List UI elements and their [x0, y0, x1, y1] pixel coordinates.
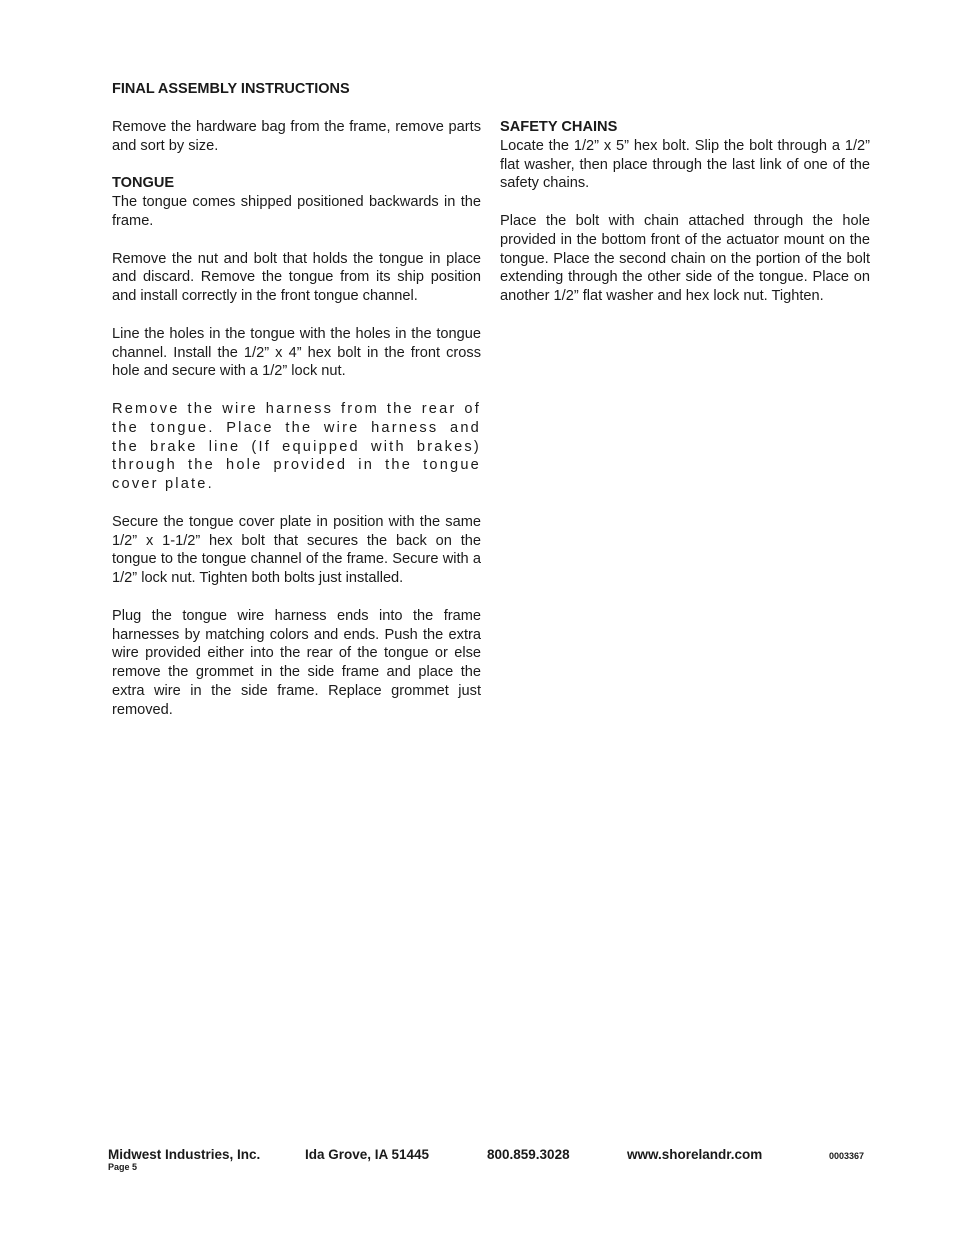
footer-phone: 800.859.3028 [487, 1147, 570, 1162]
safety-paragraph-1: Locate the 1/2” x 5” hex bolt. Slip the bolt through a 1/2” flat washer, then place through the last link of one of the safety chains. [500, 137, 870, 192]
footer-city: Ida Grove, IA 51445 [305, 1147, 430, 1162]
footer-website: www.shorelandr.com [627, 1147, 763, 1162]
tongue-paragraph-1: The tongue comes shipped positioned backwards in the frame. [112, 194, 481, 229]
tongue-heading: TONGUE [112, 175, 175, 192]
left-column [112, 118, 481, 738]
tongue-paragraph-6: Plug the tongue wire harness ends into the frame harnesses by matching colors and ends. Push the extra wire provided either into the rear of the tongue or else remove the grommet in the side frame and place the extra wire in the side frame. Replace grommet just removed. [112, 607, 481, 718]
footer-page-number: Page 5 [108, 1162, 138, 1172]
tongue-paragraph-5: Secure the tongue cover plate in position with the same 1/2” x 1-1/2” hex bolt that secures the back on the tongue to the tongue channel of the frame. Secure with a 1/2” lock nut. Tighten both bolts just installed. [112, 513, 481, 587]
tongue-paragraph-3: Line the holes in the tongue with the holes in the tongue channel. Install the 1/2” x 4” hex bolt in the front cross hole and secure with a 1/2” lock nut. [112, 325, 481, 380]
footer-company: Midwest Industries, Inc. [108, 1147, 261, 1162]
tongue-paragraph-4: Remove the wire harness from the rear of the tongue. Place the wire harness and the brake line (If equipped with brakes) through the hole provided in the tongue cover plate. [112, 400, 481, 493]
intro-paragraph: Remove the hardware bag from the frame, remove parts and sort by size. [112, 119, 481, 154]
safety-chains-heading: SAFETY CHAINS [500, 119, 618, 135]
right-column [500, 118, 870, 325]
footer-doc-number: 0003367 [829, 1151, 865, 1161]
safety-paragraph-2: Place the bolt with chain attached through the hole provided in the bottom front of the actuator mount on the tongue. Place the second chain on the portion of the bolt extending through the other side of the tongue. Place on another 1/2” flat washer and hex lock nut. Tighten. [500, 212, 870, 305]
tongue-paragraph-2: Remove the nut and bolt that holds the tongue in place and discard. Remove the tongue from its ship position and install correctly in the front tongue channel. [112, 250, 481, 305]
page-title: FINAL ASSEMBLY INSTRUCTIONS [112, 81, 350, 97]
